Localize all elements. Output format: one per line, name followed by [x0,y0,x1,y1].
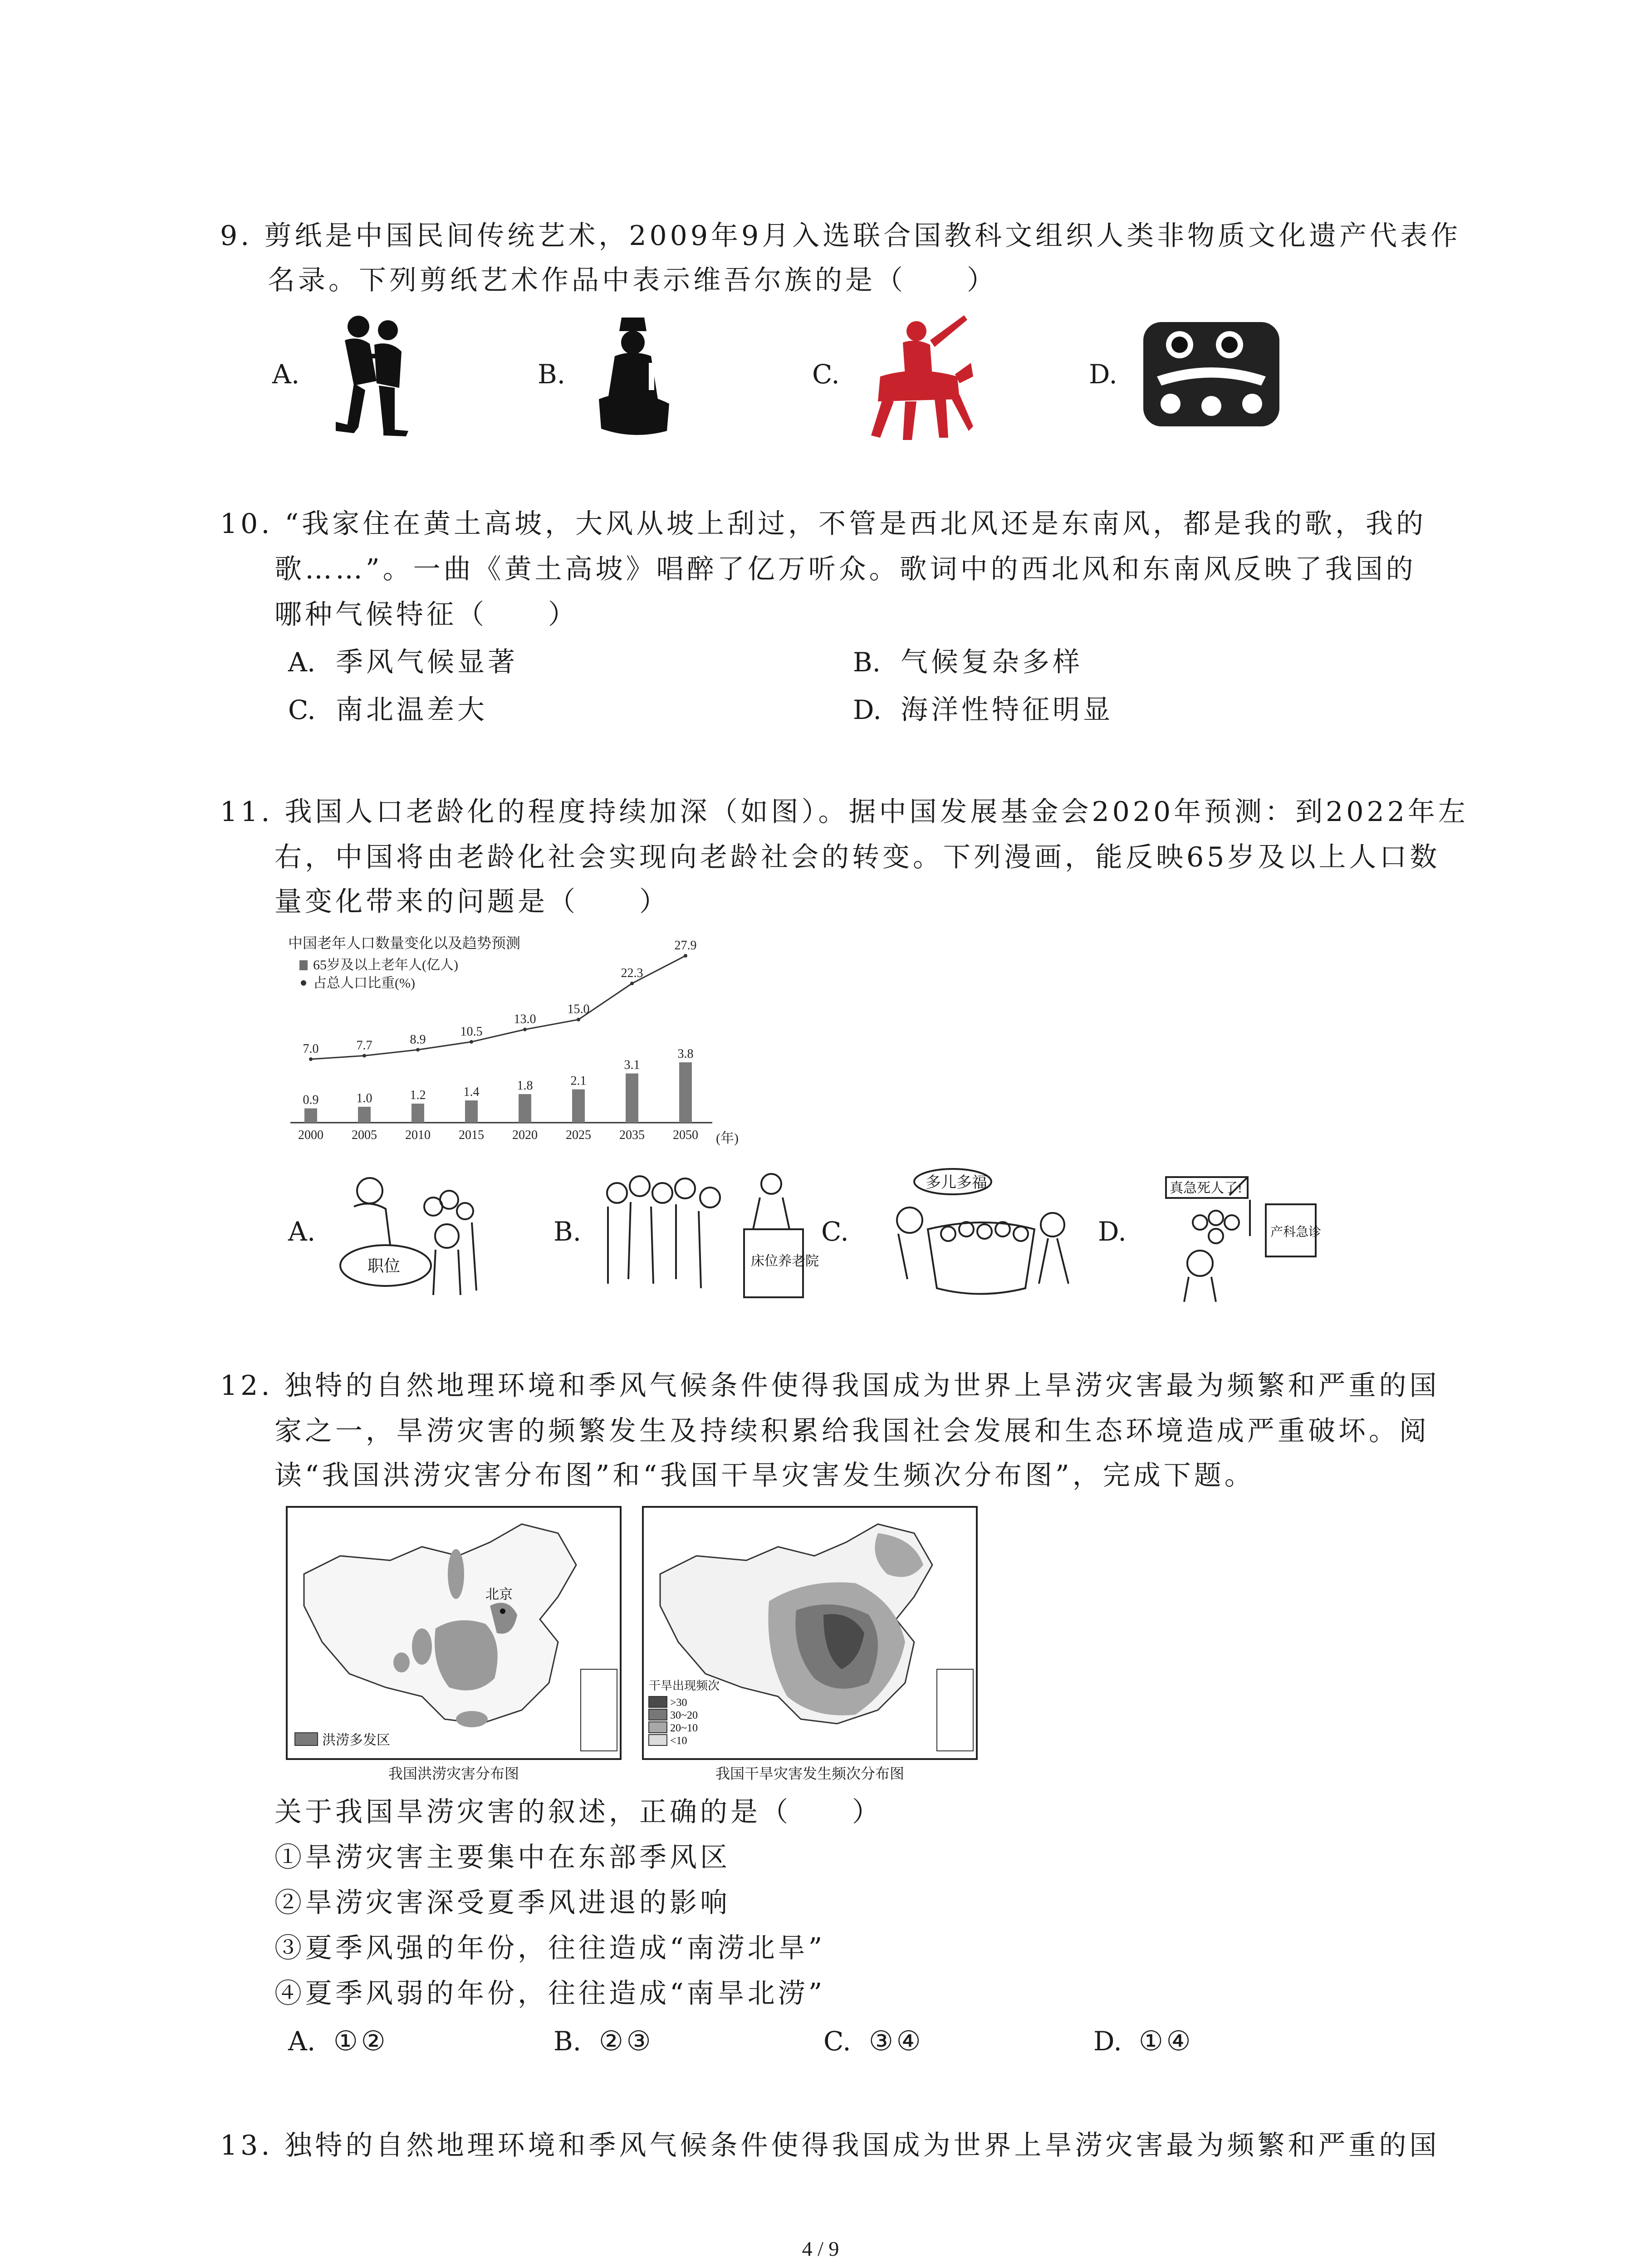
q9-line-2: 名录。下列剪纸艺术作品中表示维吾尔族的是（ ） [268,264,997,296]
line-value-label-2010: 8.9 [410,1032,426,1047]
q11-option-a-cartoon-image [336,1168,504,1304]
q9-option-c-label[interactable]: C. [812,359,840,390]
x-tick-label-2010: 2010 [405,1128,431,1142]
q9-option-d-label[interactable]: D. [1089,359,1117,390]
q12-option-a-label[interactable]: A. [288,2026,316,2057]
chart-bar-2010 [411,1104,424,1123]
line-point-2010 [416,1048,420,1051]
q12-line-3: 读“我国洪涝灾害分布图”和“我国干旱灾害发生频次分布图”，完成下题。 [274,1460,1255,1491]
q11-option-d-cartoon-image [1161,1168,1325,1304]
q11-cartoon-d-caption-2: 产科急诊 [1270,1225,1322,1239]
aging-population-chart [281,932,744,1159]
line-point-2050 [684,954,687,958]
q11-cartoon-d-caption-1: 真急死人了! [1170,1181,1242,1196]
chart-bar-2050 [679,1062,692,1123]
bar-value-label-2000: 0.9 [303,1093,319,1107]
chart-bar-2015 [465,1100,478,1123]
flood-distribution-map [286,1506,622,1760]
q10-option-b-text[interactable]: 气候复杂多样 [901,646,1083,678]
q12-option-b-text[interactable]: ②③ [599,2025,654,2057]
q12-line-2: 家之一，旱涝灾害的频繁发生及持续积累给我国社会发展和生态环境造成严重破坏。阅 [274,1415,1430,1447]
q10-option-c-label[interactable]: C. [288,694,316,725]
q10-option-a-text[interactable]: 季风气候显著 [336,646,518,678]
line-value-label-2015: 10.5 [460,1024,483,1039]
x-tick-label-2020: 2020 [512,1128,538,1142]
map2-legend-title: 干旱出现频次 [649,1679,720,1692]
map1-city-label: 北京 [485,1587,513,1602]
q11-option-b-cartoon-image [599,1166,819,1302]
q10-option-a-label[interactable]: A. [288,647,316,678]
line-point-2015 [470,1040,473,1044]
bar-value-label-2005: 1.0 [356,1091,372,1105]
map2-caption: 我国干旱灾害发生频次分布图 [715,1765,904,1782]
chart-bar-2020 [519,1094,531,1123]
q11-option-a-label[interactable]: A. [288,1216,316,1247]
q12-option-d-label[interactable]: D. [1093,2026,1122,2057]
q12-option-a-text[interactable]: ①② [333,2025,389,2057]
chart-bar-2000 [304,1109,317,1123]
q11-option-b-label[interactable]: B. [554,1216,582,1247]
bar-value-label-2020: 1.8 [517,1079,533,1093]
q11-cartoon-a-caption: 职位 [367,1257,401,1275]
line-value-label-2000: 7.0 [303,1042,319,1056]
q11-line-2: 右，中国将由老龄化社会实现向老龄社会的转变。下列漫画，能反映65岁及以上人口数 [274,841,1440,873]
map2-legend-item-4: <10 [670,1735,687,1747]
legend-line-label: 占总人口比重(%) [313,976,415,991]
q10-line-2: 歌……”。一曲《黄土高坡》唱醉了亿万听众。歌词中的西北风和东南风反映了我国的 [274,553,1416,585]
bar-value-label-2015: 1.4 [463,1085,480,1099]
bar-value-label-2035: 3.1 [624,1058,640,1072]
q11-option-c-cartoon-image [889,1166,1080,1302]
legend-bar-label: 65岁及以上老年人(亿人) [313,958,458,973]
x-axis-unit: (年) [716,1131,739,1146]
line-value-label-2020: 13.0 [514,1012,536,1026]
q10-line-1: 10. “我家住在黄土高坡，大风从坡上刮过，不管是西北风还是东南风，都是我的歌，我的 [220,508,1427,540]
q12-option-c-text[interactable]: ③④ [869,2025,924,2057]
drought-frequency-map [642,1506,978,1760]
q9-line-1: 9. 剪纸是中国民间传统艺术，2009年9月入选联合国教科文组织人类非物质文化遗产代表作 [220,220,1461,252]
bar-value-label-2050: 3.8 [677,1047,694,1061]
map2-legend-swatch-3 [649,1722,667,1733]
line-value-label-2005: 7.7 [356,1038,372,1053]
q11-line-1: 11. 我国人口老龄化的程度持续加深（如图）。据中国发展基金会2020年预测：到2022年左 [220,796,1469,828]
q9-option-b-papercut-image [590,313,676,440]
q9-option-a-papercut-image [327,308,417,440]
q9-option-b-label[interactable]: B. [538,359,566,390]
q12-statement-3: ③夏季风强的年份，往往造成“南涝北旱” [274,1932,826,1964]
page-number: 4 / 9 [802,2237,839,2260]
x-tick-label-2005: 2005 [352,1128,377,1142]
legend-line-marker [301,980,306,986]
line-point-2000 [309,1057,313,1061]
q11-line-3: 量变化带来的问题是（ ） [274,886,670,918]
bar-value-label-2025: 2.1 [570,1074,587,1088]
q11-option-d-label[interactable]: D. [1098,1216,1127,1247]
q10-option-d-label[interactable]: D. [853,694,882,725]
map1-legend-label: 洪涝多发区 [322,1733,390,1748]
line-point-2035 [630,982,634,985]
chart-bar-2005 [358,1107,371,1123]
x-tick-label-2015: 2015 [459,1128,484,1142]
q11-cartoon-c-caption: 多儿多福 [926,1174,987,1191]
q10-line-3: 哪种气候特征（ ） [274,599,578,631]
q12-statement-4: ④夏季风弱的年份，往往造成“南旱北涝” [274,1978,826,2009]
line-value-label-2050: 27.9 [674,938,697,953]
q13-line-1: 13. 独特的自然地理环境和季风气候条件使得我国成为世界上旱涝灾害最为频繁和严重的国 [220,2130,1440,2161]
line-point-2005 [362,1054,366,1057]
chart-bar-2025 [572,1090,585,1123]
map2-legend-item-2: 30~20 [670,1710,698,1721]
map1-caption: 我国洪涝灾害分布图 [388,1765,519,1782]
bar-value-label-2010: 1.2 [410,1088,426,1102]
x-tick-label-2000: 2000 [298,1128,323,1142]
q11-cartoon-b-caption: 床位养老院 [751,1254,819,1269]
map2-legend-item-1: >30 [670,1697,687,1709]
map2-legend-item-3: 20~10 [670,1722,698,1734]
x-tick-label-2025: 2025 [566,1128,591,1142]
q12-option-d-text[interactable]: ①④ [1139,2025,1194,2057]
chart-title: 中国老年人口数量变化以及趋势预测 [288,934,521,952]
line-point-2020 [523,1028,527,1031]
q12-statement-1: ①旱涝灾害主要集中在东部季风区 [274,1842,730,1873]
q11-option-c-label[interactable]: C. [821,1216,849,1247]
legend-bar-swatch [299,960,308,970]
q9-option-d-papercut-image [1139,313,1284,435]
q12-line-1: 12. 独特的自然地理环境和季风气候条件使得我国成为世界上旱涝灾害最为频繁和严重的国 [220,1370,1440,1402]
line-point-2025 [577,1018,580,1022]
q12-stem: 关于我国旱涝灾害的叙述，正确的是（ ） [274,1796,882,1828]
q12-option-c-label[interactable]: C. [823,2026,851,2057]
map2-legend-swatch-4 [649,1735,667,1745]
line-value-label-2025: 15.0 [567,1002,590,1017]
x-tick-label-2035: 2035 [619,1128,645,1142]
line-value-label-2035: 22.3 [621,966,643,981]
q10-option-b-label[interactable]: B. [853,647,881,678]
q12-option-b-label[interactable]: B. [554,2026,582,2057]
q9-option-a-label[interactable]: A. [272,359,300,390]
q10-option-d-text[interactable]: 海洋性特征明显 [901,694,1113,726]
q12-statement-2: ②旱涝灾害深受夏季风进退的影响 [274,1887,730,1919]
chart-bar-2035 [626,1074,638,1123]
x-tick-label-2050: 2050 [673,1128,698,1142]
map2-legend-swatch-2 [649,1709,667,1720]
q10-option-c-text[interactable]: 南北温差大 [336,694,488,726]
q9-option-c-papercut-image [862,308,975,445]
map2-legend-swatch-1 [649,1696,667,1707]
